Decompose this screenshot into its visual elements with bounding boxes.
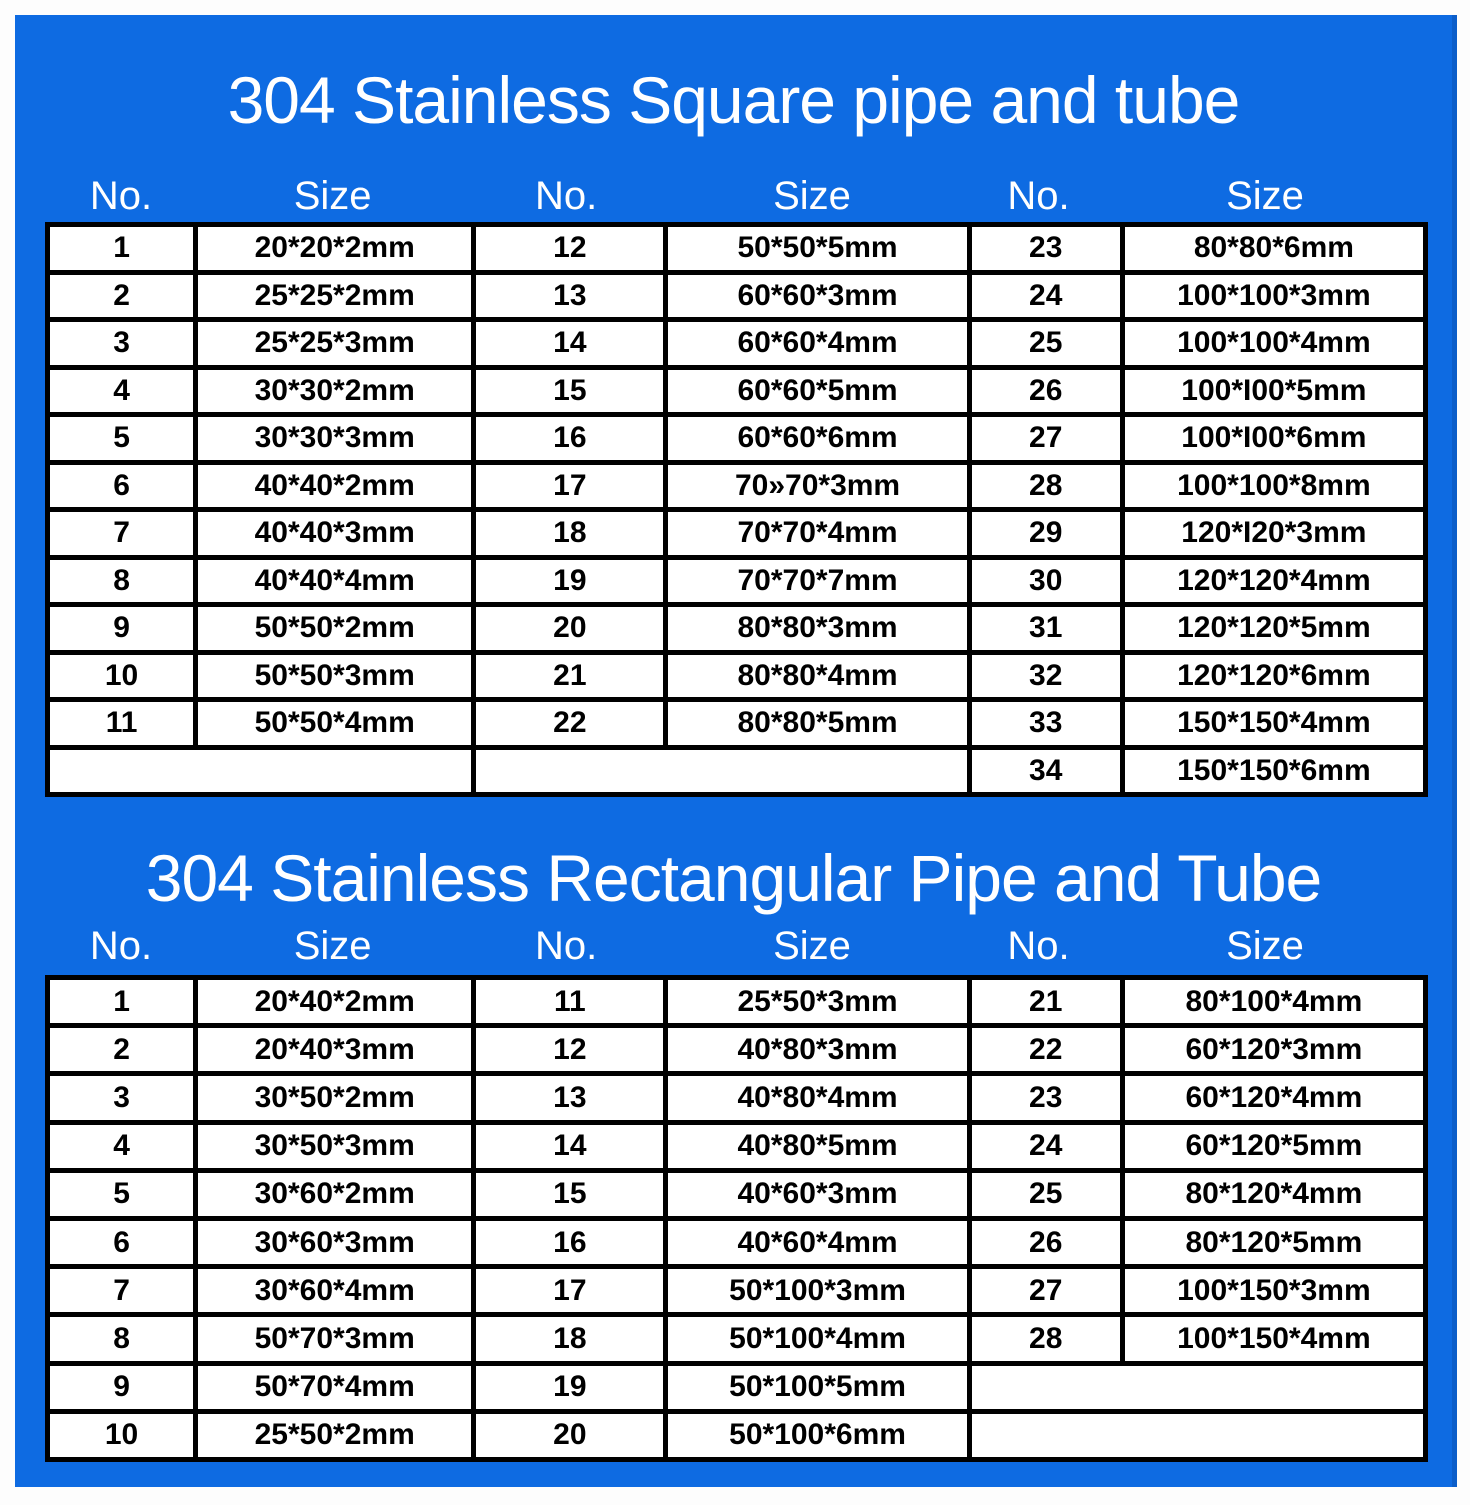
size-cell: 50*50*2mm (198, 607, 471, 650)
size-cell: 20*20*2mm (198, 227, 471, 270)
size-cell: 30*30*3mm (198, 417, 471, 460)
no-cell: 10 (50, 1414, 193, 1457)
size-column-header: Size (1226, 923, 1304, 968)
size-cell: 40*60*3mm (668, 1173, 966, 1216)
size-cell: 60*120*4mm (1125, 1076, 1423, 1119)
size-cell: 40*60*4mm (668, 1221, 966, 1264)
size-cell: 60*120*3mm (1125, 1028, 1423, 1071)
size-column-header: Size (293, 923, 372, 968)
size-cell: 40*80*3mm (668, 1028, 966, 1071)
size-cell: 80*80*5mm (668, 702, 966, 745)
square-pipe-size-table (45, 222, 1428, 797)
size-cell: 80*120*5mm (1125, 1221, 1423, 1264)
size-column-header: Size (293, 173, 372, 218)
no-column-header: No. (89, 923, 153, 968)
no-cell: 4 (50, 370, 193, 413)
rectangular-pipe-size-table (45, 975, 1428, 1462)
rectangular-pipe-header-row (45, 917, 1418, 975)
size-cell: 25*25*2mm (198, 275, 471, 318)
size-cell: 60*120*5mm (1125, 1125, 1423, 1168)
size-cell: 30*50*3mm (198, 1125, 471, 1168)
square-pipe-table-title: 304 Stainless Square pipe and tube (227, 63, 1240, 137)
size-cell: 150*150*6mm (1125, 750, 1423, 793)
no-cell: 25 (972, 1173, 1120, 1216)
no-cell: 12 (476, 227, 663, 270)
no-column-header: No. (534, 923, 598, 968)
no-cell: 11 (50, 702, 193, 745)
size-cell: 60*60*3mm (668, 275, 966, 318)
no-cell: 5 (50, 1173, 193, 1216)
no-cell: 10 (50, 655, 193, 698)
no-cell: 2 (50, 1028, 193, 1071)
size-cell: 80*100*4mm (1125, 980, 1423, 1023)
no-cell: 23 (972, 227, 1120, 270)
no-cell: 9 (50, 1366, 193, 1409)
size-cell: 60*60*4mm (668, 322, 966, 365)
no-cell: 16 (476, 1221, 663, 1264)
no-cell: 26 (972, 1221, 1120, 1264)
no-cell: 28 (972, 465, 1120, 508)
no-cell: 7 (50, 1269, 193, 1312)
no-cell: 27 (972, 1269, 1120, 1312)
no-column-header: No. (1007, 923, 1070, 968)
rectangular-pipe-table-title: 304 Stainless Rectangular Pipe and Tube (145, 841, 1322, 915)
no-cell: 24 (972, 1125, 1120, 1168)
no-cell: 14 (476, 1125, 663, 1168)
no-cell: 16 (476, 417, 663, 460)
no-cell: 29 (972, 512, 1120, 555)
no-cell: 33 (972, 702, 1120, 745)
size-cell: 30*60*4mm (198, 1269, 471, 1312)
size-cell: 80*120*4mm (1125, 1173, 1423, 1216)
size-cell: 60*60*6mm (668, 417, 966, 460)
no-cell: 22 (972, 1028, 1120, 1071)
size-column-header: Size (773, 923, 851, 968)
size-cell: 120*120*5mm (1125, 607, 1423, 650)
no-cell: 27 (972, 417, 1120, 460)
size-cell: 70»70*3mm (668, 465, 966, 508)
no-cell: 25 (972, 322, 1120, 365)
no-cell: 24 (972, 275, 1120, 318)
no-cell: 7 (50, 512, 193, 555)
no-cell: 15 (476, 370, 663, 413)
size-cell: 80*80*4mm (668, 655, 966, 698)
no-cell: 2 (50, 275, 193, 318)
no-cell: 13 (476, 1076, 663, 1119)
no-cell: 18 (476, 512, 663, 555)
square-pipe-header-row (45, 167, 1418, 225)
size-cell: 60*60*5mm (668, 370, 966, 413)
no-cell: 4 (50, 1125, 193, 1168)
size-cell: 50*70*3mm (198, 1317, 471, 1360)
no-cell: 15 (476, 1173, 663, 1216)
size-column-header: Size (1226, 173, 1304, 218)
no-cell: 20 (476, 1414, 663, 1457)
size-cell: 25*50*2mm (198, 1414, 471, 1457)
size-cell: 20*40*2mm (198, 980, 471, 1023)
size-cell: 100*100*4mm (1125, 322, 1423, 365)
no-cell: 19 (476, 1366, 663, 1409)
no-cell: 8 (50, 1317, 193, 1360)
size-cell: 25*25*3mm (198, 322, 471, 365)
no-cell: 13 (476, 275, 663, 318)
size-cell: 40*80*5mm (668, 1125, 966, 1168)
no-cell: 18 (476, 1317, 663, 1360)
size-cell: 100*I00*5mm (1125, 370, 1423, 413)
no-cell: 21 (476, 655, 663, 698)
no-column-header: No. (534, 173, 598, 218)
size-cell: 50*70*4mm (198, 1366, 471, 1409)
no-cell: 5 (50, 417, 193, 460)
size-cell: 40*80*4mm (668, 1076, 966, 1119)
size-cell: 120*I20*3mm (1125, 512, 1423, 555)
no-cell: 6 (50, 1221, 193, 1264)
no-cell: 19 (476, 560, 663, 603)
no-cell: 23 (972, 1076, 1120, 1119)
no-column-header: No. (1007, 173, 1070, 218)
size-cell: 70*70*7mm (668, 560, 966, 603)
size-cell: 120*120*6mm (1125, 655, 1423, 698)
empty-cell (972, 1414, 1423, 1457)
no-cell: 12 (476, 1028, 663, 1071)
no-cell: 8 (50, 560, 193, 603)
no-cell: 14 (476, 322, 663, 365)
size-cell: 50*100*6mm (668, 1414, 966, 1457)
no-cell: 11 (476, 980, 663, 1023)
empty-cell (476, 750, 966, 793)
no-cell: 26 (972, 370, 1120, 413)
no-cell: 17 (476, 465, 663, 508)
no-column-header: No. (89, 173, 153, 218)
size-cell: 25*50*3mm (668, 980, 966, 1023)
no-cell: 20 (476, 607, 663, 650)
no-cell: 32 (972, 655, 1120, 698)
size-cell: 20*40*3mm (198, 1028, 471, 1071)
no-cell: 30 (972, 560, 1120, 603)
size-cell: 100*150*4mm (1125, 1317, 1423, 1360)
size-cell: 120*120*4mm (1125, 560, 1423, 603)
no-cell: 3 (50, 322, 193, 365)
size-cell: 80*80*6mm (1125, 227, 1423, 270)
empty-cell (50, 750, 471, 793)
no-cell: 3 (50, 1076, 193, 1119)
size-cell: 100*150*3mm (1125, 1269, 1423, 1312)
size-cell: 50*100*4mm (668, 1317, 966, 1360)
no-cell: 21 (972, 980, 1120, 1023)
no-cell: 22 (476, 702, 663, 745)
no-cell: 28 (972, 1317, 1120, 1360)
size-cell: 40*40*4mm (198, 560, 471, 603)
empty-cell (972, 1366, 1423, 1409)
size-cell: 80*80*3mm (668, 607, 966, 650)
size-cell: 30*50*2mm (198, 1076, 471, 1119)
no-cell: 6 (50, 465, 193, 508)
no-cell: 34 (972, 750, 1120, 793)
size-cell: 50*50*3mm (198, 655, 471, 698)
no-cell: 1 (50, 227, 193, 270)
blue-panel (15, 15, 1457, 1487)
size-cell: 50*100*5mm (668, 1366, 966, 1409)
no-cell: 31 (972, 607, 1120, 650)
no-cell: 1 (50, 980, 193, 1023)
size-cell: 70*70*4mm (668, 512, 966, 555)
size-cell: 50*50*4mm (198, 702, 471, 745)
size-cell: 100*100*8mm (1125, 465, 1423, 508)
size-column-header: Size (773, 173, 851, 218)
size-cell: 30*30*2mm (198, 370, 471, 413)
no-cell: 17 (476, 1269, 663, 1312)
size-cell: 40*40*3mm (198, 512, 471, 555)
size-cell: 50*100*3mm (668, 1269, 966, 1312)
size-cell: 40*40*2mm (198, 465, 471, 508)
size-cell: 100*100*3mm (1125, 275, 1423, 318)
no-cell: 9 (50, 607, 193, 650)
size-cell: 30*60*2mm (198, 1173, 471, 1216)
size-cell: 150*150*4mm (1125, 702, 1423, 745)
size-cell: 100*I00*6mm (1125, 417, 1423, 460)
size-cell: 30*60*3mm (198, 1221, 471, 1264)
size-cell: 50*50*5mm (668, 227, 966, 270)
